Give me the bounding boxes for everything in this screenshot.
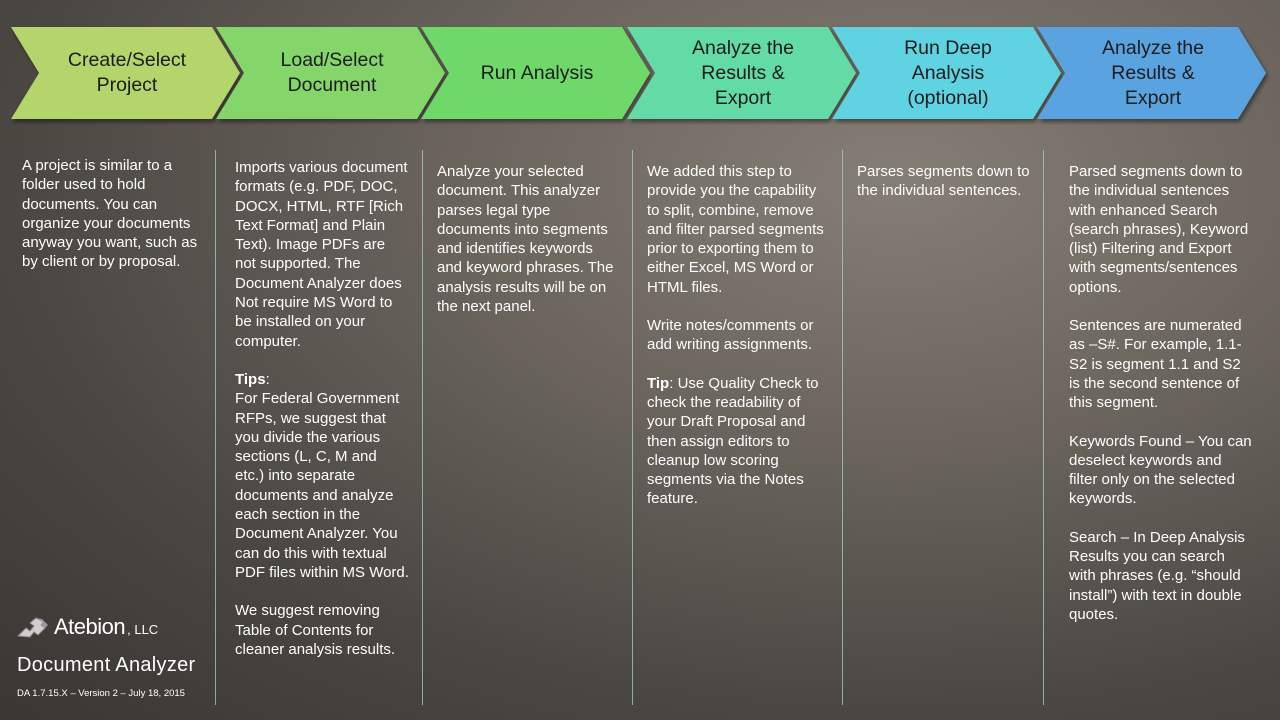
company-suffix: , LLC — [127, 622, 159, 637]
col5-description: Parses segments down to the individual sentences. — [857, 163, 1030, 200]
step-2-label: Load/Select Document — [280, 49, 384, 96]
col4-notes: Write notes/comments or add writing assignments. — [647, 317, 814, 354]
step-1-label: Create/Select Project — [67, 49, 187, 96]
col-deep-analysis — [857, 162, 1032, 220]
puzzle-icon — [16, 614, 50, 640]
product-name: Document Analyzer — [17, 654, 196, 676]
tip-text: : Use Quality Check to check the readability of your Draft Proposal and then assign editors to cleanup low scoring segments via the Notes feature. — [647, 374, 819, 508]
version-text: DA 1.7.15.X – Version 2 – July 18, 2015 — [17, 688, 185, 699]
col6-search: Search – In Deep Analysis Results you can search with phrases (e.g. “should install”) with text in double quotes. — [1069, 528, 1245, 623]
tips-label: Tips — [235, 370, 266, 388]
col4-tip — [647, 374, 827, 509]
step-4-label: Analyze the Results & Export — [692, 36, 794, 109]
col6-description: Parsed segments down to the individual sentences with enhanced Search (search phrases), Keyword (list) Filtering and Export with segments/sentences options. — [1069, 163, 1249, 296]
col-create-project — [22, 156, 208, 291]
column-divider — [1043, 150, 1044, 705]
step-5-label: Run Deep Analysis (optional) — [904, 36, 992, 109]
column-divider — [215, 150, 216, 705]
column-divider — [842, 150, 843, 705]
column-divider — [632, 150, 633, 705]
col-load-document — [235, 158, 410, 678]
col3-description: Analyze your selected document. This analyzer parses legal type documents into segments and identifies keywords and keyword phrases. The analysis results will be on the next panel. — [437, 163, 614, 316]
step-6-label: Analyze the Results & Export — [1102, 36, 1204, 109]
col2-description: Imports various document formats (e.g. PDF, DOC, DOCX, HTML, RTF [Rich Text Format] and Plain Text). Image PDFs are not supported. The Document Analyzer does Not require MS Word to be installed on your computer. — [235, 159, 408, 350]
col-run-analysis — [437, 162, 617, 335]
col6-keywords: Keywords Found – You can deselect keywords and filter only on the selected keywords. — [1069, 432, 1252, 508]
col1-description: A project is similar to a folder used to hold documents. You can organize your documents anyway you want, such as by client or by proposal. — [22, 157, 198, 271]
col2-tips — [235, 370, 410, 582]
col-deep-results — [1069, 162, 1254, 643]
tips-colon: : — [265, 370, 270, 388]
col6-sentences: Sentences are numerated as –S#. For example, 1.1-S2 is segment 1.1 and S2 is the second sentence of this segment. — [1069, 317, 1242, 412]
tips-text: For Federal Government RFPs, we suggest that you divide the various sections (L, C, M and etc.) into separate documents and analyze each section in the Document Analyzer. You can do this with textual PDF files within MS Word. — [235, 390, 409, 581]
company-name: Atebion — [54, 614, 126, 639]
company-logo — [16, 614, 158, 640]
col-analyze-export — [647, 162, 827, 528]
step-3-label: Run Analysis — [480, 61, 594, 84]
col2-toc-note: We suggest removing Table of Contents for cleaner analysis results. — [235, 602, 396, 658]
tip-label: Tip — [647, 374, 670, 392]
column-divider — [422, 150, 423, 705]
col4-description: We added this step to provide you the capability to split, combine, remove and filter parsed segments prior to exporting them to either Excel, MS Word or HTML files. — [647, 163, 824, 296]
